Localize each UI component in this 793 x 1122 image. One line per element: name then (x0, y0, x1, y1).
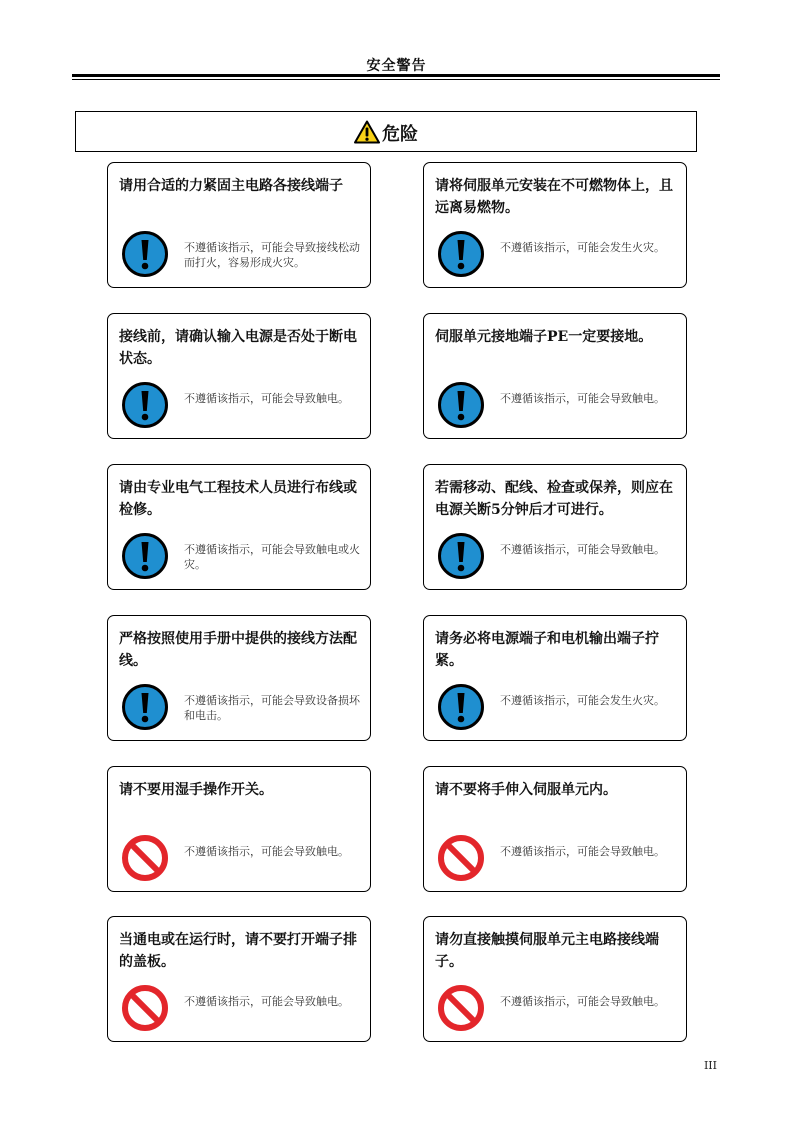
card-warning: 不遵循该指示，可能会导致触电。 (500, 995, 665, 1008)
mandatory-exclamation-icon (121, 381, 169, 429)
danger-banner (75, 111, 697, 152)
card-warning: 不遵循该指示，可能会发生火灾。 (500, 241, 665, 254)
card-instruction: 请不要用湿手操作开关。 (119, 782, 273, 798)
card-instruction: 伺服单元接地端子PE一定要接地。 (435, 329, 653, 345)
card-warning: 不遵循该指示，可能会导致触电。 (500, 392, 665, 405)
safety-card (423, 162, 687, 288)
card-instruction: 若需移动、配线、检查或保养，则应在电源关断5分钟后才可进行。 (435, 480, 673, 518)
mandatory-exclamation-icon (437, 381, 485, 429)
safety-card (423, 464, 687, 590)
card-warning: 不遵循该指示，可能会导致触电或火灾。 (184, 543, 360, 571)
prohibition-icon (437, 984, 485, 1032)
card-warning: 不遵循该指示，可能会导致接线松动而打火，容易形成火灾。 (184, 241, 360, 269)
warning-triangle-icon (354, 120, 380, 144)
prohibition-icon (437, 834, 485, 882)
card-instruction: 严格按照使用手册中提供的接线方法配线。 (119, 631, 357, 669)
safety-card (423, 766, 687, 892)
card-instruction: 请不要将手伸入伺服单元内。 (435, 782, 617, 798)
safety-card (107, 162, 371, 288)
card-warning: 不遵循该指示，可能会导致触电。 (500, 543, 665, 556)
card-warning: 不遵循该指示，可能会导致触电。 (500, 845, 665, 858)
card-warning: 不遵循该指示，可能会导致触电。 (184, 995, 349, 1008)
card-instruction: 请用合适的力紧固主电路各接线端子 (119, 178, 343, 194)
card-instruction: 请勿直接触摸伺服单元主电路接线端子。 (435, 932, 659, 970)
mandatory-exclamation-icon (121, 230, 169, 278)
safety-card (423, 916, 687, 1042)
card-instruction: 请务必将电源端子和电机输出端子拧紧。 (435, 631, 659, 669)
page-header-title: 安全警告 (366, 58, 427, 74)
mandatory-exclamation-icon (437, 683, 485, 731)
card-instruction: 当通电或在运行时，请不要打开端子排的盖板。 (119, 932, 357, 970)
card-warning: 不遵循该指示，可能会导致设备损坏和电击。 (184, 694, 360, 722)
card-warning: 不遵循该指示，可能会发生火灾。 (500, 694, 665, 707)
header-rule-thick (72, 74, 720, 77)
card-warning: 不遵循该指示，可能会导致触电。 (184, 392, 349, 405)
mandatory-exclamation-icon (437, 532, 485, 580)
danger-label: 危险 (382, 123, 418, 145)
page-number: III (703, 1059, 717, 1072)
mandatory-exclamation-icon (437, 230, 485, 278)
mandatory-exclamation-icon (121, 532, 169, 580)
card-warning: 不遵循该指示，可能会导致触电。 (184, 845, 349, 858)
safety-card (107, 464, 371, 590)
safety-card (423, 615, 687, 741)
safety-card (107, 615, 371, 741)
card-instruction: 接线前，请确认输入电源是否处于断电状态。 (119, 329, 357, 367)
safety-card (107, 313, 371, 439)
card-instruction: 请将伺服单元安装在不可燃物体上，且远离易燃物。 (435, 178, 673, 216)
mandatory-exclamation-icon (121, 683, 169, 731)
safety-card (107, 916, 371, 1042)
prohibition-icon (121, 984, 169, 1032)
card-instruction: 请由专业电气工程技术人员进行布线或检修。 (119, 480, 357, 518)
header-rule-thin (72, 79, 720, 80)
safety-card (423, 313, 687, 439)
prohibition-icon (121, 834, 169, 882)
safety-card (107, 766, 371, 892)
